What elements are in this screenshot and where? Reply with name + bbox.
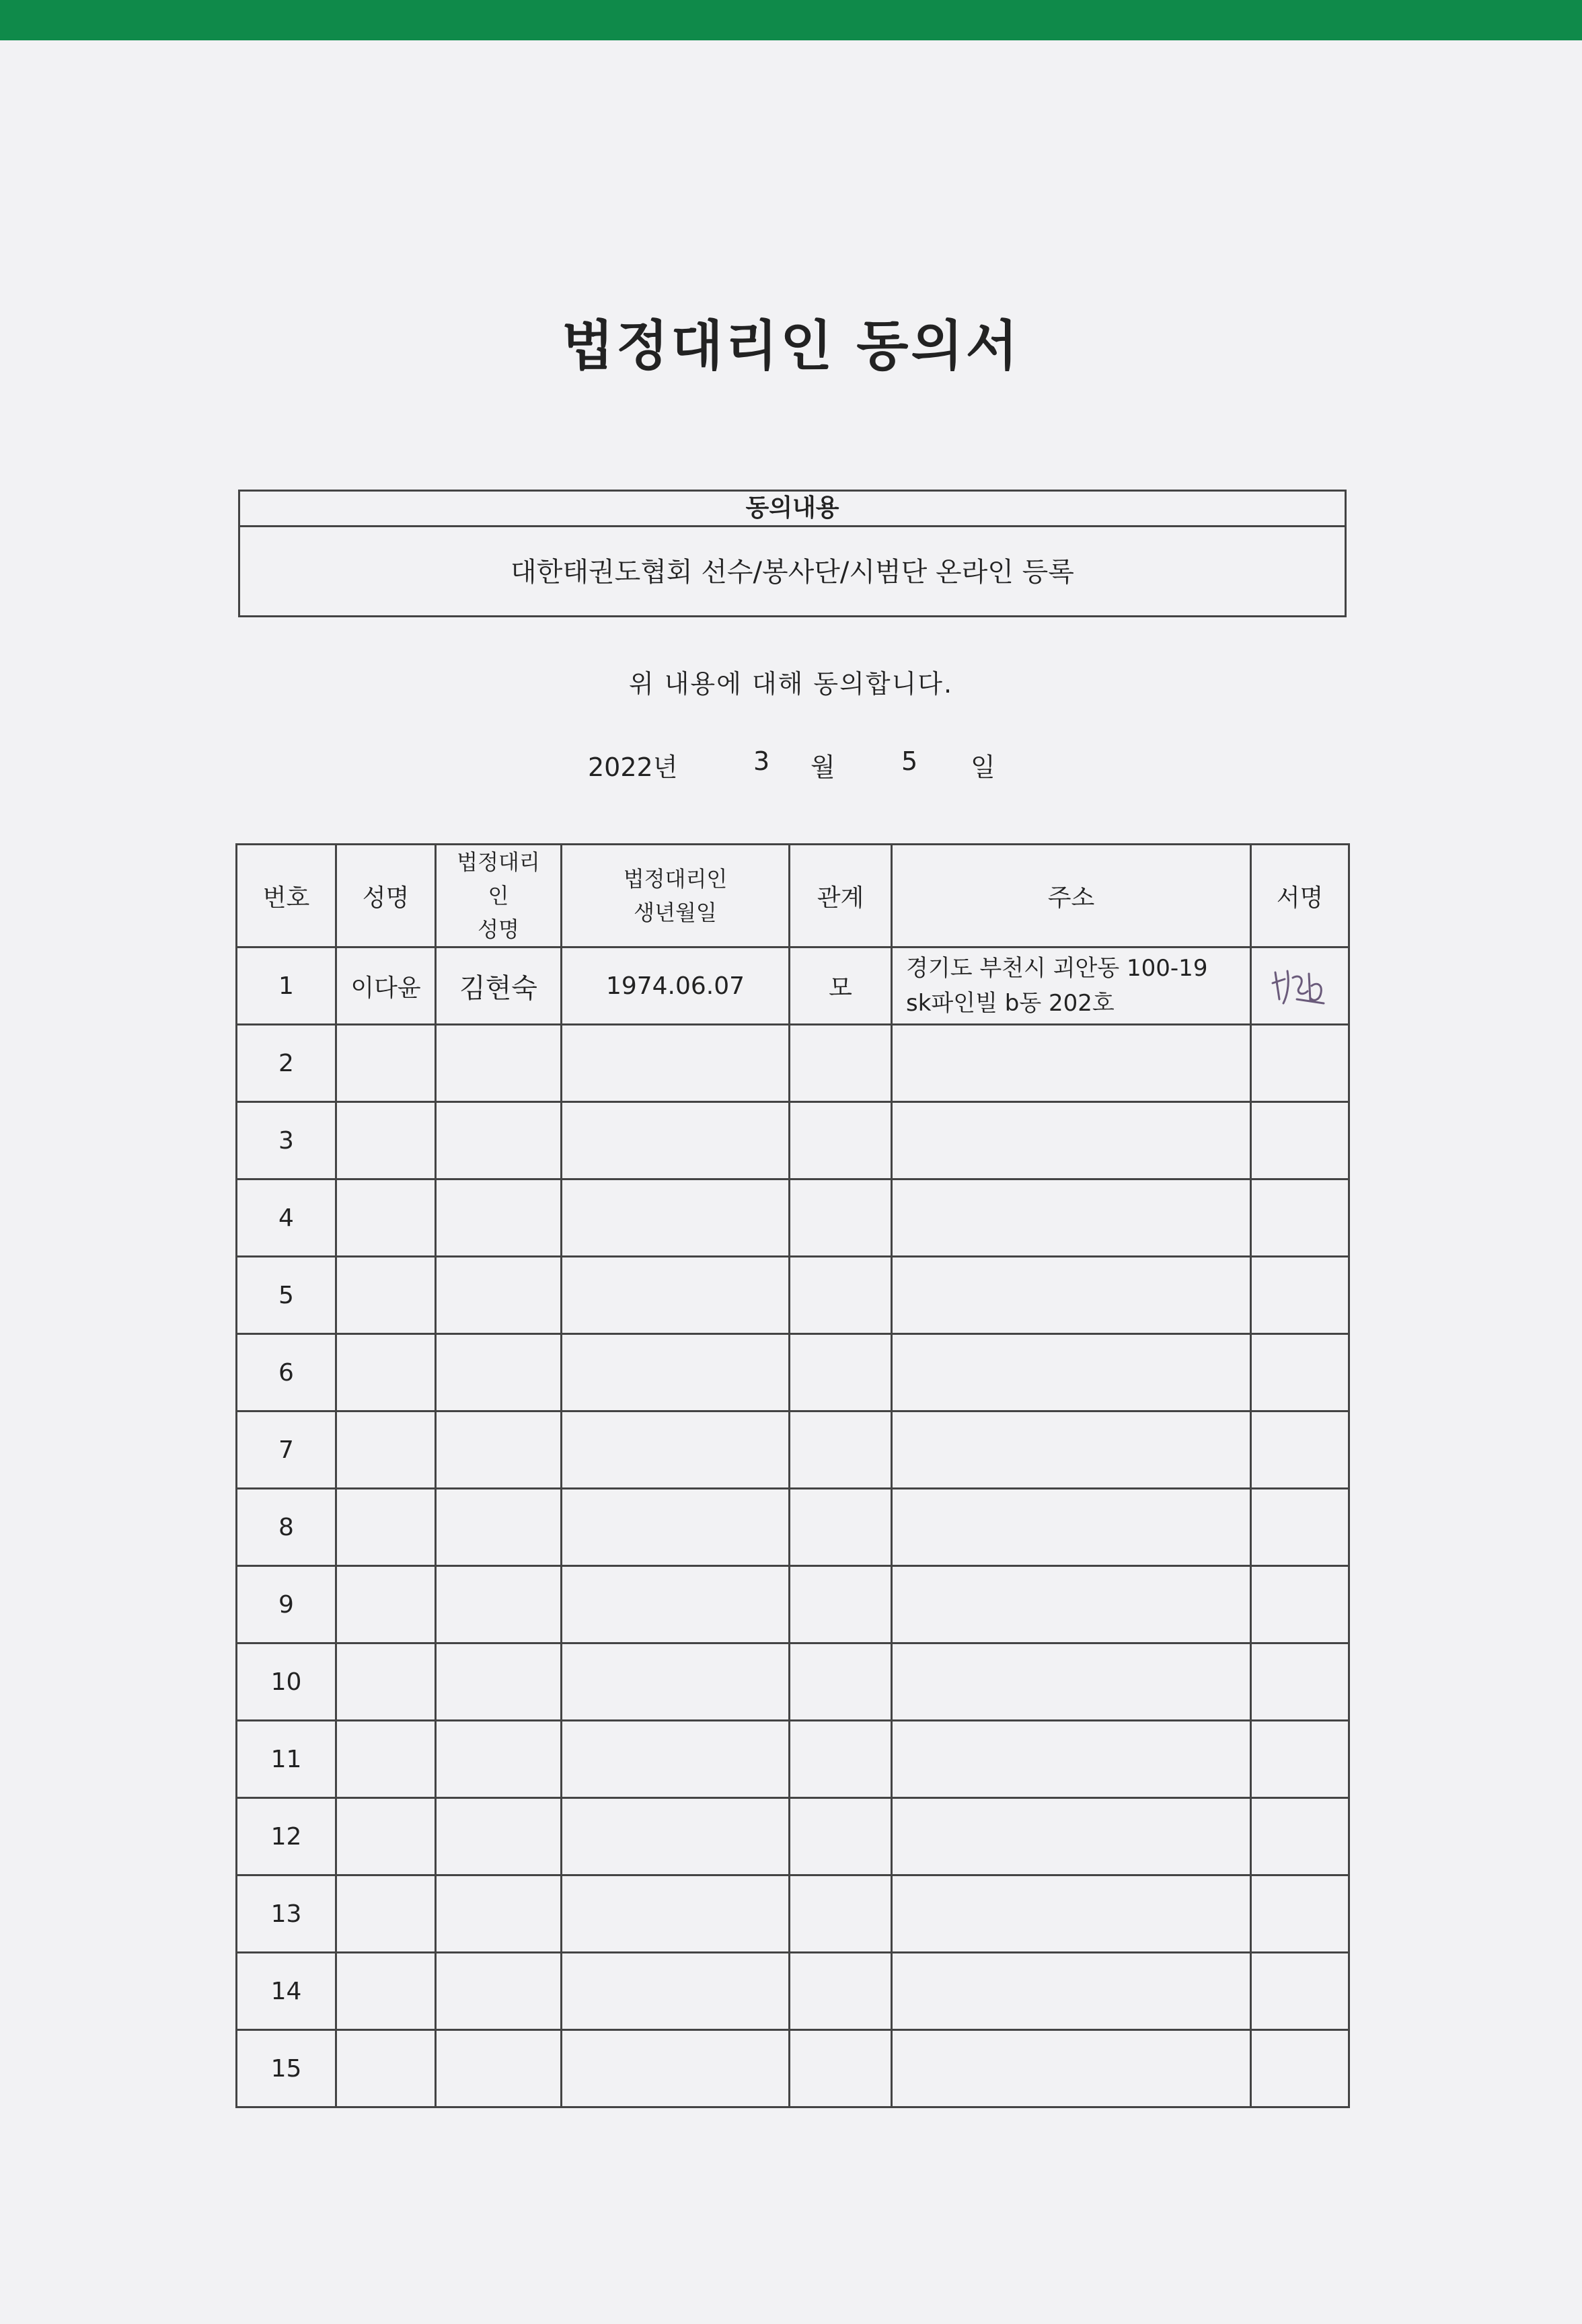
header-guardian-birth: 법정대리인 생년월일 <box>562 845 790 947</box>
header-name: 성명 <box>336 845 436 947</box>
paper-sheet <box>0 40 1582 2324</box>
header-relation: 관계 <box>790 845 892 947</box>
row-number: 11 <box>237 1721 336 1798</box>
table-row <box>237 947 1349 1025</box>
row-number: 3 <box>237 1102 336 1179</box>
table-row <box>237 1798 1349 1875</box>
document-title: 법정대리인 동의서 <box>561 315 1021 377</box>
row-number: 10 <box>237 1643 336 1721</box>
table-header-row <box>237 845 1349 947</box>
table-row <box>237 1953 1349 2030</box>
row-number: 4 <box>237 1179 336 1257</box>
consent-box <box>238 490 1347 617</box>
row-signature <box>1251 947 1349 1025</box>
row-guardian-birth: 1974.06.07 <box>562 947 790 1025</box>
row-number: 9 <box>237 1566 336 1643</box>
table-row <box>237 2030 1349 2107</box>
date-month-label: 월 <box>811 752 835 782</box>
row-number: 13 <box>237 1875 336 1953</box>
handwritten-signature-icon <box>1270 959 1330 1013</box>
row-number: 14 <box>237 1953 336 2030</box>
table-row <box>237 1875 1349 1953</box>
header-number: 번호 <box>237 845 336 947</box>
consent-header: 동의내용 <box>240 492 1345 527</box>
row-number: 8 <box>237 1489 336 1566</box>
date-day-label: 일 <box>971 752 995 782</box>
row-relation: 모 <box>790 947 892 1025</box>
table-row <box>237 1721 1349 1798</box>
date-day: 5 <box>901 746 918 776</box>
table-row <box>237 1566 1349 1643</box>
header-address: 주소 <box>892 845 1251 947</box>
table-row <box>237 1489 1349 1566</box>
table-row <box>237 1102 1349 1179</box>
table-row <box>237 1643 1349 1721</box>
consent-body: 대한태권도협회 선수/봉사단/시범단 온라인 등록 <box>511 557 1074 588</box>
date-year: 2022년 <box>588 752 678 782</box>
table-row <box>237 1257 1349 1334</box>
table-row <box>237 1025 1349 1102</box>
table-row <box>237 1411 1349 1489</box>
row-guardian-name: 김현숙 <box>436 947 562 1025</box>
row-address: 경기도 부천시 괴안동 100-19 sk파인빌 b동 202호 <box>892 947 1251 1025</box>
row-number: 12 <box>237 1798 336 1875</box>
table-row <box>237 1334 1349 1411</box>
guardian-table <box>235 843 1350 2108</box>
header-signature: 서명 <box>1251 845 1349 947</box>
row-number: 6 <box>237 1334 336 1411</box>
date-month: 3 <box>753 746 770 776</box>
header-guardian-name: 법정대리 인 성명 <box>436 845 562 947</box>
row-number: 15 <box>237 2030 336 2107</box>
table-row <box>237 1179 1349 1257</box>
agreement-text: 위 내용에 대해 동의합니다. <box>628 669 954 699</box>
row-number: 7 <box>237 1411 336 1489</box>
row-name: 이다윤 <box>336 947 436 1025</box>
row-number: 1 <box>237 947 336 1025</box>
row-number: 5 <box>237 1257 336 1334</box>
row-number: 2 <box>237 1025 336 1102</box>
